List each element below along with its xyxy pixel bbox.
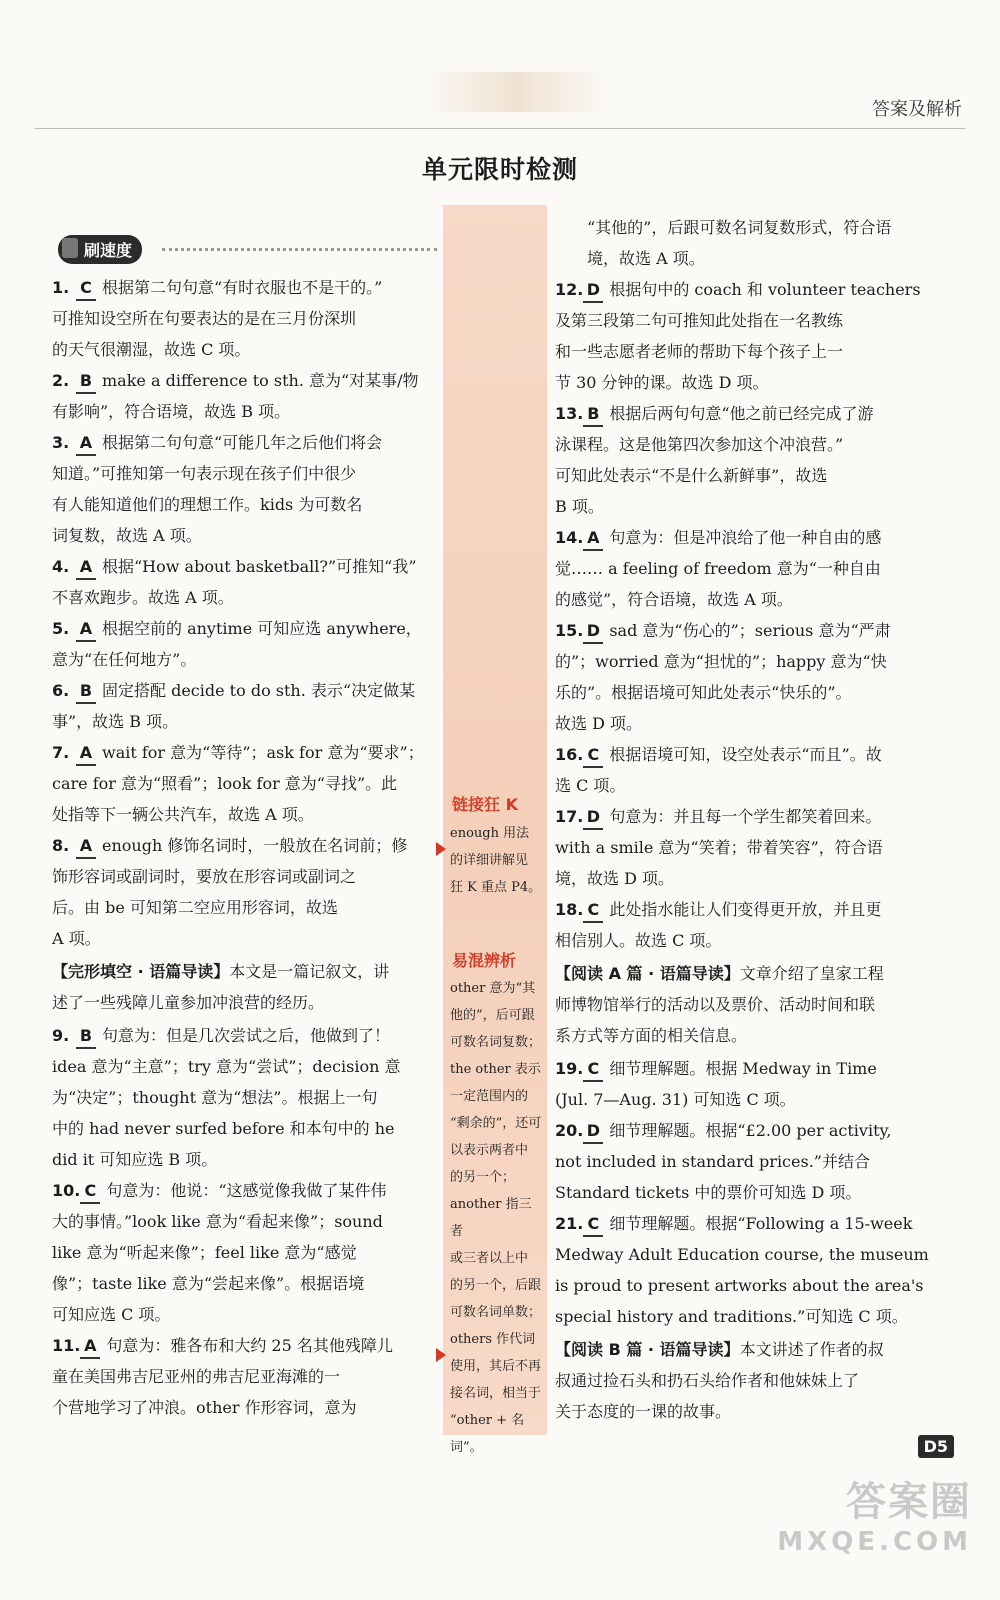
explanation-line: 不喜欢跑步。故选 A 项。 [52, 588, 234, 607]
answer-entry [52, 427, 438, 551]
header-divider [35, 128, 965, 129]
explanation-line: make a difference to sth. 意为“对某事/物 [102, 371, 419, 390]
question-number: 16. [555, 745, 584, 764]
reading-a-line: 师博物馆举行的活动以及票价、活动时间和联 [555, 995, 876, 1014]
explanation-line: 句意为：他说：“这感觉像我做了某件伟 [106, 1181, 387, 1200]
question-number: 19. [555, 1059, 584, 1078]
explanation-line: enough 修饰名词时，一般放在名词前；修 [102, 836, 408, 855]
sidebar-line: 狂 K 重点 P4。 [450, 880, 542, 895]
explanation-line: 像”；taste like 意为“尝起来像”。根据语境 [52, 1274, 365, 1293]
explanation-line: B 项。 [555, 497, 604, 516]
answer-letter: D [583, 806, 603, 830]
reading-b-line: 叔通过捡石头和扔石头给作者和他妹妹上了 [555, 1371, 860, 1390]
reading-a-line: 系方式等方面的相关信息。 [555, 1026, 748, 1045]
explanation-line: 细节理解题。根据“Following a 15-week [609, 1214, 913, 1233]
explanation-line: 为“决定”；thought 意为“想法”。根据上一句 [52, 1088, 378, 1107]
sidebar-line: 的另一个，后跟 [450, 1278, 542, 1293]
question-number: 11. [52, 1336, 81, 1355]
continued-text [555, 212, 937, 274]
explanation-line: special history and traditions.”可知选 C 项。 [555, 1307, 908, 1326]
explanation-line: is proud to present artworks about the area's [555, 1276, 924, 1295]
answer-letter: B [583, 403, 603, 427]
explanation-line: 事”，故选 B 项。 [52, 712, 179, 731]
sidebar-line: 的详细讲解见 [450, 853, 529, 868]
explanation-line: 的”；worried 意为“担忧的”；happy 意为“快 [555, 652, 887, 671]
question-number: 1. [52, 278, 70, 297]
text-line: “其他的”，后跟可数名词复数形式，符合语 [587, 218, 892, 237]
explanation-line: 的天气很潮湿，故选 C 项。 [52, 340, 251, 359]
explanation-line: 可推知设空所在句要表达的是在三月份深圳 [52, 309, 357, 328]
page-number: D5 [918, 1435, 954, 1458]
explanation-line: A 项。 [52, 929, 101, 948]
answer-letter: A [583, 527, 603, 551]
explanation-line: 句意为：雅各布和大约 25 名其他残障儿 [106, 1336, 393, 1355]
explanation-line: 细节理解题。根据“£2.00 per activity, [609, 1121, 892, 1140]
question-number: 18. [555, 900, 584, 919]
answer-entry [555, 522, 937, 615]
sidebar-line: another 指三者 [450, 1197, 532, 1239]
answer-entry [52, 1330, 438, 1423]
answer-letter: A [76, 432, 96, 456]
explanation-line: Standard tickets 中的票价可知选 D 项。 [555, 1183, 862, 1202]
sidebar-compare-heading: 易混辨析 [452, 951, 517, 970]
sidebar-line: 可数名词单数； [450, 1305, 542, 1320]
answer-letter: A [76, 835, 96, 859]
explanation-line: 句意为：并且每一个学生都笑着回来。 [609, 807, 882, 826]
page-title: 单元限时检测 [421, 155, 578, 184]
badge-dotted-divider [162, 248, 437, 251]
answer-entry [555, 274, 937, 398]
reading-b-intro [555, 1334, 937, 1427]
explanation-line: 可知应选 C 项。 [52, 1305, 171, 1324]
explanation-line: like 意为“听起来像”；feel like 意为“感觉 [52, 1243, 357, 1262]
explanation-line: sad 意为“伤心的”；serious 意为“严肃 [609, 621, 891, 640]
sidebar-line: 使用，其后不再 [450, 1359, 542, 1374]
question-number: 5. [52, 619, 70, 638]
explanation-line: 后。由 be 可知第二空应用形容词，故选 [52, 898, 338, 917]
explanation-line: 相信别人。故选 C 项。 [555, 931, 722, 950]
explanation-line: 根据句中的 coach 和 volunteer teachers [609, 280, 921, 299]
sidebar-arrow-icon [436, 842, 446, 856]
answer-entry [555, 739, 937, 801]
answer-letter: A [76, 556, 96, 580]
reading-a-line: 文章介绍了皇家工程 [739, 964, 884, 983]
question-number: 12. [555, 280, 584, 299]
explanation-line: 根据空前的 anytime 可知应选 anywhere， [102, 619, 422, 638]
explanation-line: not included in standard prices.”并结合 [555, 1152, 870, 1171]
answer-entry [52, 737, 438, 830]
header-section-label: 答案及解析 [872, 99, 962, 120]
explanation-line: 乐的”。根据语境可知此处表示“快乐的”。 [555, 683, 852, 702]
watermark-logo [777, 1470, 972, 1557]
sidebar-line: enough 用法 [450, 826, 530, 841]
cloze-intro-line: 本文是一篇记叙文，讲 [229, 962, 390, 981]
cloze-intro-label: 【完形填空 · 语篇导读】 [52, 962, 230, 981]
explanation-line: 根据第二句句意“有时衣服也不是干的。” [102, 278, 383, 297]
answer-letter: D [583, 620, 603, 644]
sidebar-line: 一定范围内的 [450, 1089, 529, 1104]
question-number: 8. [52, 836, 70, 855]
explanation-line: Medway Adult Education course, the museum [555, 1245, 929, 1264]
explanation-line: 有影响”，符合语境，故选 B 项。 [52, 402, 291, 421]
reading-b-label: 【阅读 B 篇 · 语篇导读】 [555, 1340, 740, 1359]
answer-letter: A [80, 1335, 100, 1359]
sidebar-line: 可数名词复数； [450, 1035, 542, 1050]
explanation-line: 细节理解题。根据 Medway in Time [609, 1059, 877, 1078]
sidebar-line: the other 表示 [450, 1062, 541, 1077]
sidebar-line: 他的”，后可跟 [450, 1008, 535, 1023]
question-number: 4. [52, 557, 70, 576]
sidebar-link-heading: 链接狂 K [452, 795, 518, 814]
question-number: 2. [52, 371, 70, 390]
answer-entry [555, 1208, 937, 1332]
explanation-line: 可知此处表示“不是什么新鲜事”，故选 [555, 466, 828, 485]
explanation-line: 和一些志愿者老师的帮助下每个孩子上一 [555, 342, 844, 361]
answer-entry [52, 551, 438, 613]
question-number: 6. [52, 681, 70, 700]
sidebar-line: 的另一个； [450, 1170, 516, 1185]
question-number: 3. [52, 433, 70, 452]
explanation-line: 根据“How about basketball?”可推知“我” [102, 557, 417, 576]
explanation-line: (Jul. 7—Aug. 31) 可知选 C 项。 [555, 1090, 796, 1109]
answer-letter: C [76, 277, 96, 301]
question-number: 20. [555, 1121, 584, 1140]
cloze-intro [52, 956, 438, 1018]
question-number: 9. [52, 1026, 70, 1045]
reading-a-intro [555, 958, 937, 1051]
explanation-line: 此处指水能让人们变得更开放，并且更 [609, 900, 882, 919]
explanation-line: 中的 had never surfed before 和本句中的 he [52, 1119, 395, 1138]
watermark-url: MXQE.COM [777, 1527, 972, 1557]
explanation-line: 及第三段第二句可推知此处指在一名教练 [555, 311, 844, 330]
text-line: 境，故选 A 项。 [587, 249, 705, 268]
answer-letter: D [583, 1120, 603, 1144]
explanation-line: 节 30 分钟的课。故选 D 项。 [555, 373, 769, 392]
reading-b-line: 关于态度的一课的故事。 [555, 1402, 732, 1421]
explanation-line: 觉…… a feeling of freedom 意为“一种自由 [555, 559, 881, 578]
explanation-line: 泳课程。这是他第四次参加这个冲浪营。” [555, 435, 844, 454]
badge-label: 刷速度 [58, 235, 142, 264]
answer-entry [52, 272, 438, 365]
question-number: 13. [555, 404, 584, 423]
explanation-line: 句意为：但是几次尝试之后，他做到了！ [102, 1026, 391, 1045]
question-number: 17. [555, 807, 584, 826]
sidebar-compare-text [450, 975, 542, 1461]
sidebar-line: other 意为“其 [450, 981, 536, 996]
sidebar-line: others 作代词 [450, 1332, 536, 1347]
explanation-line: 的感觉”，符合语境，故选 A 项。 [555, 590, 793, 609]
reading-a-label: 【阅读 A 篇 · 语篇导读】 [555, 964, 740, 983]
watermark-text: 答案圈 [846, 1479, 972, 1525]
header-decoration [420, 72, 610, 112]
answer-entry [555, 801, 937, 894]
explanation-line: wait for 意为“等待”；ask for 意为“要求”； [102, 743, 424, 762]
answer-letter: C [583, 899, 603, 923]
right-column [555, 212, 937, 1429]
left-column [52, 272, 438, 1423]
explanation-line: care for 意为“照看”；look for 意为“寻找”。此 [52, 774, 398, 793]
speed-badge [58, 235, 142, 264]
explanation-line: 句意为：但是冲浪给了他一种自由的感 [609, 528, 882, 547]
explanation-line: 个营地学习了冲浪。other 作形容词，意为 [52, 1398, 357, 1417]
answer-entry [52, 613, 438, 675]
answer-entry [52, 1020, 438, 1175]
question-number: 14. [555, 528, 584, 547]
answer-letter: B [76, 680, 96, 704]
question-number: 7. [52, 743, 70, 762]
explanation-line: 词复数，故选 A 项。 [52, 526, 202, 545]
answer-entry [555, 1053, 937, 1115]
reading-b-line: 本文讲述了作者的叔 [739, 1340, 884, 1359]
explanation-line: 境，故选 D 项。 [555, 869, 675, 888]
explanation-line: 知道。”可推知第一句表示现在孩子们中很少 [52, 464, 357, 483]
explanation-line: 大的事情。”look like 意为“看起来像”；sound [52, 1212, 383, 1231]
explanation-line: did it 可知应选 B 项。 [52, 1150, 218, 1169]
explanation-line: 有人能知道他们的理想工作。kids 为可数名 [52, 495, 363, 514]
explanation-line: 固定搭配 decide to do sth. 表示“决定做某 [102, 681, 416, 700]
answer-letter: D [583, 279, 603, 303]
explanation-line: with a smile 意为“笑着；带着笑容”，符合语 [555, 838, 883, 857]
explanation-line: 意为“在任何地方”。 [52, 650, 197, 669]
explanation-line: 根据第二句句意“可能几年之后他们将会 [102, 433, 383, 452]
question-number: 10. [52, 1181, 81, 1200]
sidebar-line: 以表示两者中 [450, 1143, 529, 1158]
answer-letter: C [583, 744, 603, 768]
question-number: 15. [555, 621, 584, 640]
explanation-line: 选 C 项。 [555, 776, 626, 795]
answer-entry [555, 398, 937, 522]
question-number: 21. [555, 1214, 584, 1233]
answer-entry [555, 615, 937, 739]
sidebar-line: “剩余的”，还可 [450, 1116, 542, 1131]
explanation-line: 童在美国弗吉尼亚州的弗吉尼亚海滩的一 [52, 1367, 341, 1386]
answer-letter: B [76, 370, 96, 394]
explanation-line: 根据后两句句意“他之前已经完成了游 [609, 404, 874, 423]
sidebar-line: “other + 名词”。 [450, 1413, 525, 1455]
answer-letter: C [583, 1213, 603, 1237]
sidebar-link-text [450, 820, 542, 901]
answer-entry [52, 675, 438, 737]
sidebar-line: 接名词，相当于 [450, 1386, 542, 1401]
answer-entry [52, 1175, 438, 1330]
answer-entry [52, 365, 438, 427]
answer-letter: C [583, 1058, 603, 1082]
sidebar-line: 或三者以上中 [450, 1251, 529, 1266]
cloze-intro-line: 述了一些残障儿童参加冲浪营的经历。 [52, 993, 325, 1012]
explanation-line: 饰形容词或副词时，要放在形容词或副词之 [52, 867, 357, 886]
explanation-line: 根据语境可知，设空处表示“而且”。故 [609, 745, 882, 764]
sidebar-arrow-icon [436, 1348, 446, 1362]
answer-letter: A [76, 742, 96, 766]
answer-letter: C [80, 1180, 100, 1204]
answer-letter: A [76, 618, 96, 642]
explanation-line: idea 意为“主意”；try 意为“尝试”；decision 意 [52, 1057, 401, 1076]
answer-entry [555, 894, 937, 956]
explanation-line: 故选 D 项。 [555, 714, 643, 733]
answer-entry [555, 1115, 937, 1208]
explanation-line: 处指等下一辆公共汽车，故选 A 项。 [52, 805, 314, 824]
answer-letter: B [76, 1025, 96, 1049]
answer-entry [52, 830, 438, 954]
